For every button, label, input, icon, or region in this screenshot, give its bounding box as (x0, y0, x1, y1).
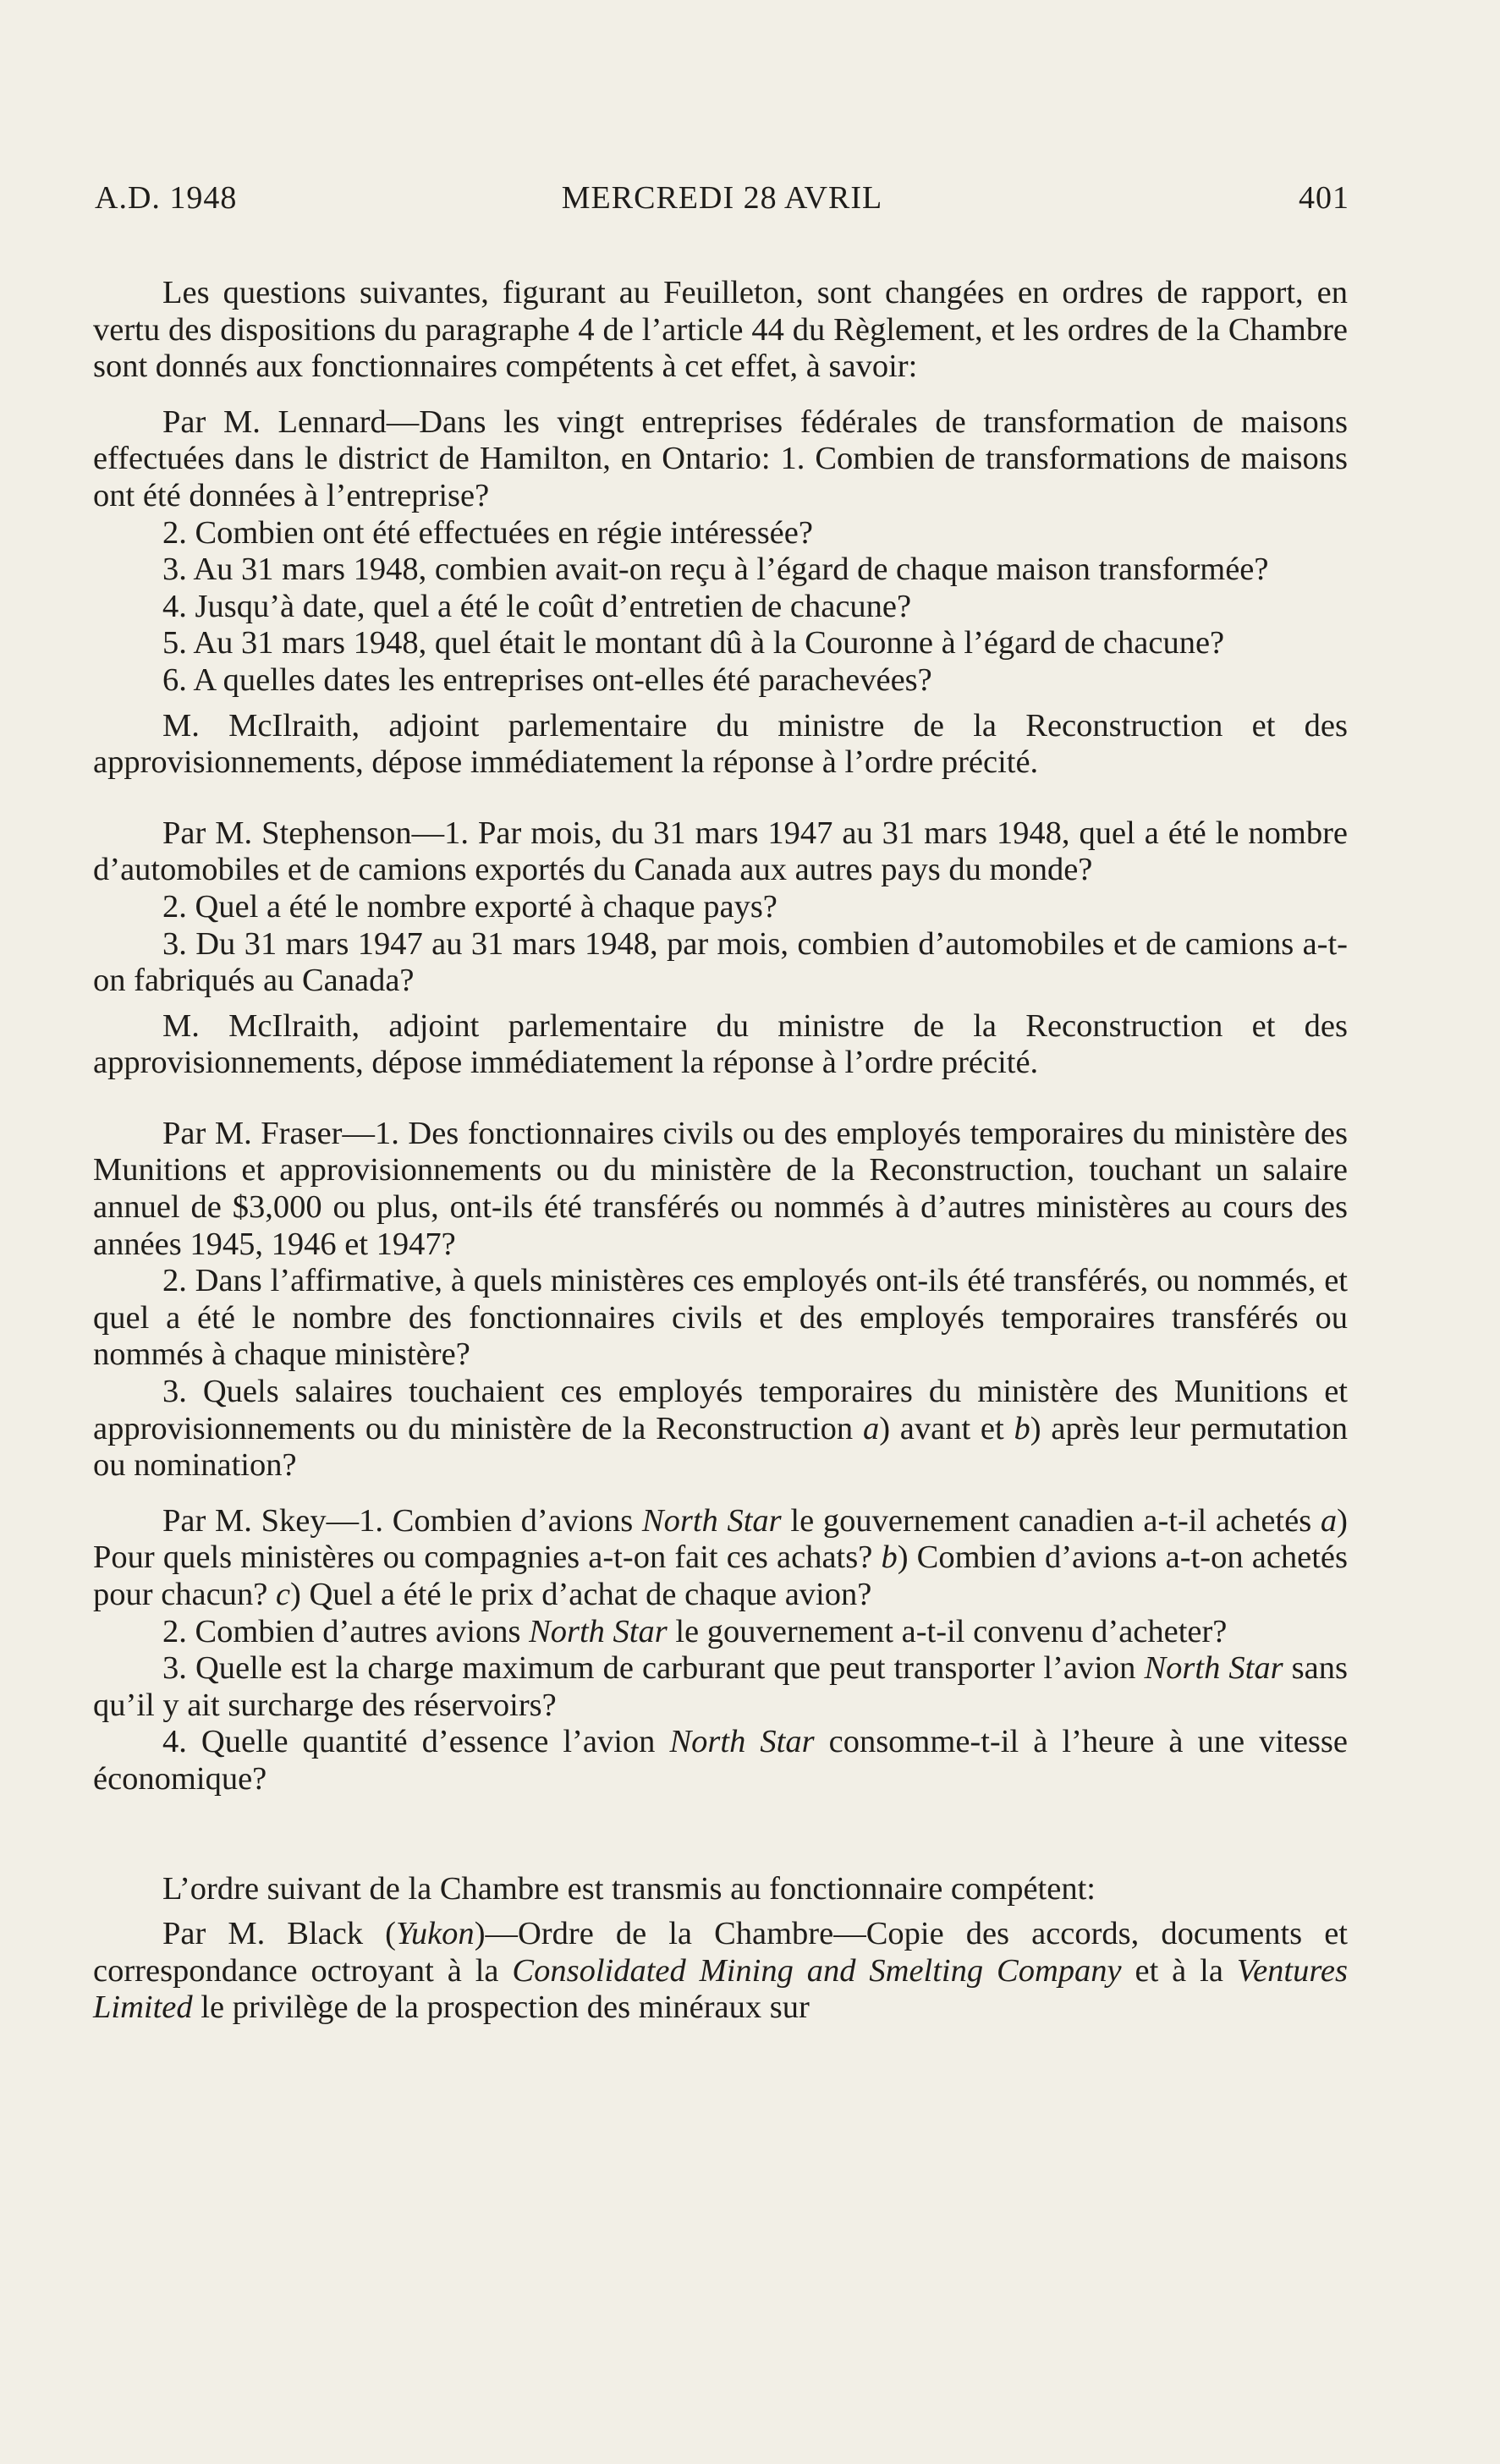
stephenson-question-2: 2. Quel a été le nombre exporté à chaque pays? (162, 888, 777, 925)
skey-q1-text: Par M. Skey—1. Combien d’avions (162, 1502, 642, 1539)
skey-q4-text: 4. Quelle quantité d’essence l’avion (162, 1724, 670, 1760)
lennard-question-6: 6. A quelles dates les entreprises ont-elles été parachevées? (162, 661, 932, 698)
header-year: A.D. 1948 (95, 180, 238, 216)
black-yukon: Yukon (395, 1916, 475, 1952)
lennard-question-2: 2. Combien ont été effectuées en régie intéressée? (162, 514, 813, 551)
skey-north-star: North Star (669, 1724, 815, 1760)
header-date: MERCREDI 28 AVRIL (561, 180, 883, 216)
skey-north-star: North Star (1144, 1650, 1283, 1687)
skey-question-1 (93, 1503, 1348, 1614)
lennard-question-1: Par M. Lennard—Dans les vingt entreprises fédérales de transformation de maisons effectuées dans le district de Hamilton, en Ontario: 1. Combien de transformations de maisons ont été données à l’entreprise? (93, 403, 1348, 513)
skey-q1-a: a (1320, 1502, 1338, 1539)
lennard-question-3: 3. Au 31 mars 1948, combien avait-on reçu à l’égard de chaque maison transformée? (162, 552, 1269, 588)
skey-q4-text2: consomme-t-il à l’heure à une vitesse économique? (93, 1724, 1348, 1797)
fraser-question-2: 2. Dans l’affirmative, à quels ministères ces employés ont-ils été transférés, ou nommés, et quel a été le nombre des fonctionnaires civils et des employés temporaires transférés ou nommés à chaque ministère? (93, 1263, 1348, 1373)
black-order-text: Par M. Black ( (162, 1916, 396, 1952)
fraser-q3-text3: ) après leur permutation ou nomination? (93, 1410, 1348, 1484)
fraser-q3-a: a (862, 1410, 880, 1446)
skey-north-star: North Star (641, 1502, 782, 1539)
lennard-question-5: 5. Au 31 mars 1948, quel était le montant dû à la Couronne à l’égard de chacune? (162, 625, 1225, 661)
order-intro: L’ordre suivant de la Chambre est transmis au fonctionnaire compétent: (162, 1870, 1096, 1907)
skey-q2-text: 2. Combien d’autres avions (162, 1613, 530, 1649)
page-body (93, 275, 1348, 2027)
stephenson-answer: M. McIlraith, adjoint parlementaire du ministre de la Reconstruction et des approvisionnements, dépose immédiatement la réponse à l’ordre précité. (93, 1007, 1348, 1081)
fraser-question-1: Par M. Fraser—1. Des fonctionnaires civils ou des employés temporaires du ministère des Munitions et approvisionnements ou du ministère de la Reconstruction, touchant un salaire annuel de $3,000 ou plus, ont-ils été transférés ou nommés à d’autres ministères au cours des années 1945, 1946 et 1947? (93, 1115, 1348, 1262)
page-number: 401 (1299, 180, 1349, 216)
lennard-answer: M. McIlraith, adjoint parlementaire du ministre de la Reconstruction et des approvisionnements, dépose immédiatement la réponse à l’ordre précité. (93, 707, 1348, 781)
skey-q1-text3: ) Pour quels ministères ou compagnies a-t-on fait ces achats? (93, 1502, 1348, 1576)
black-order-text3: et à la (1121, 1952, 1237, 1989)
black-order-text4: le privilège de la prospection des minéraux sur (192, 1989, 810, 2026)
skey-q2-text2: le gouvernement a-t-il convenu d’acheter? (667, 1613, 1228, 1649)
stephenson-question-3: 3. Du 31 mars 1947 au 31 mars 1948, par mois, combien d’automobiles et de camions a-t-on fabriqués au Canada? (93, 925, 1348, 999)
skey-q3-text: 3. Quelle est la charge maximum de carburant que peut transporter l’avion (162, 1650, 1145, 1687)
company-ventures: Ventures Limited (93, 1952, 1348, 2026)
lennard-question-4: 4. Jusqu’à date, quel a été le coût d’entretien de chacune? (162, 588, 912, 624)
skey-question-2 (93, 1614, 1348, 1651)
company-consolidated: Consolidated Mining and Smelting Company (512, 1952, 1122, 1989)
skey-q1-b: b (881, 1539, 898, 1576)
skey-q3-text2: sans qu’il y ait surcharge des réservoirs? (93, 1650, 1348, 1723)
skey-north-star: North Star (529, 1613, 668, 1649)
skey-q1-c: c (275, 1577, 291, 1612)
fraser-question-3 (93, 1374, 1348, 1484)
page-header (95, 179, 1349, 222)
skey-q1-text2: le gouvernement canadien a-t-il achetés (781, 1502, 1321, 1539)
black-order-text2: )—Ordre de la Chambre—Copie des accords, documents et correspondance octroyant à la (93, 1916, 1348, 1989)
fraser-q3-text: 3. Quels salaires touchaient ces employés temporaires du ministère des Munitions et approvisionnements ou du ministère de la Reconstruction (93, 1374, 1348, 1446)
stephenson-question-1: Par M. Stephenson—1. Par mois, du 31 mars 1947 au 31 mars 1948, quel a été le nombre d’automobiles et de camions exportés du Canada aux autres pays du monde? (93, 815, 1348, 888)
fraser-q3-text2: ) avant et (879, 1410, 1014, 1446)
black-order (93, 1916, 1348, 2027)
skey-question-3 (93, 1650, 1348, 1724)
skey-q1-text5: ) Quel a été le prix d’achat de chaque avion? (290, 1577, 872, 1612)
fraser-q3-b: b (1014, 1410, 1030, 1446)
skey-q1-text4: ) Combien d’avions a-t-on achetés pour chacun? (93, 1539, 1349, 1612)
skey-question-4 (93, 1724, 1348, 1797)
intro-paragraph: Les questions suivantes, figurant au Feuilleton, sont changées en ordres de rapport, en vertu des dispositions du paragraphe 4 de l’article 44 du Règlement, et les ordres de la Chambre sont donnés aux fonctionnaires compétents à cet effet, à savoir: (93, 275, 1348, 385)
